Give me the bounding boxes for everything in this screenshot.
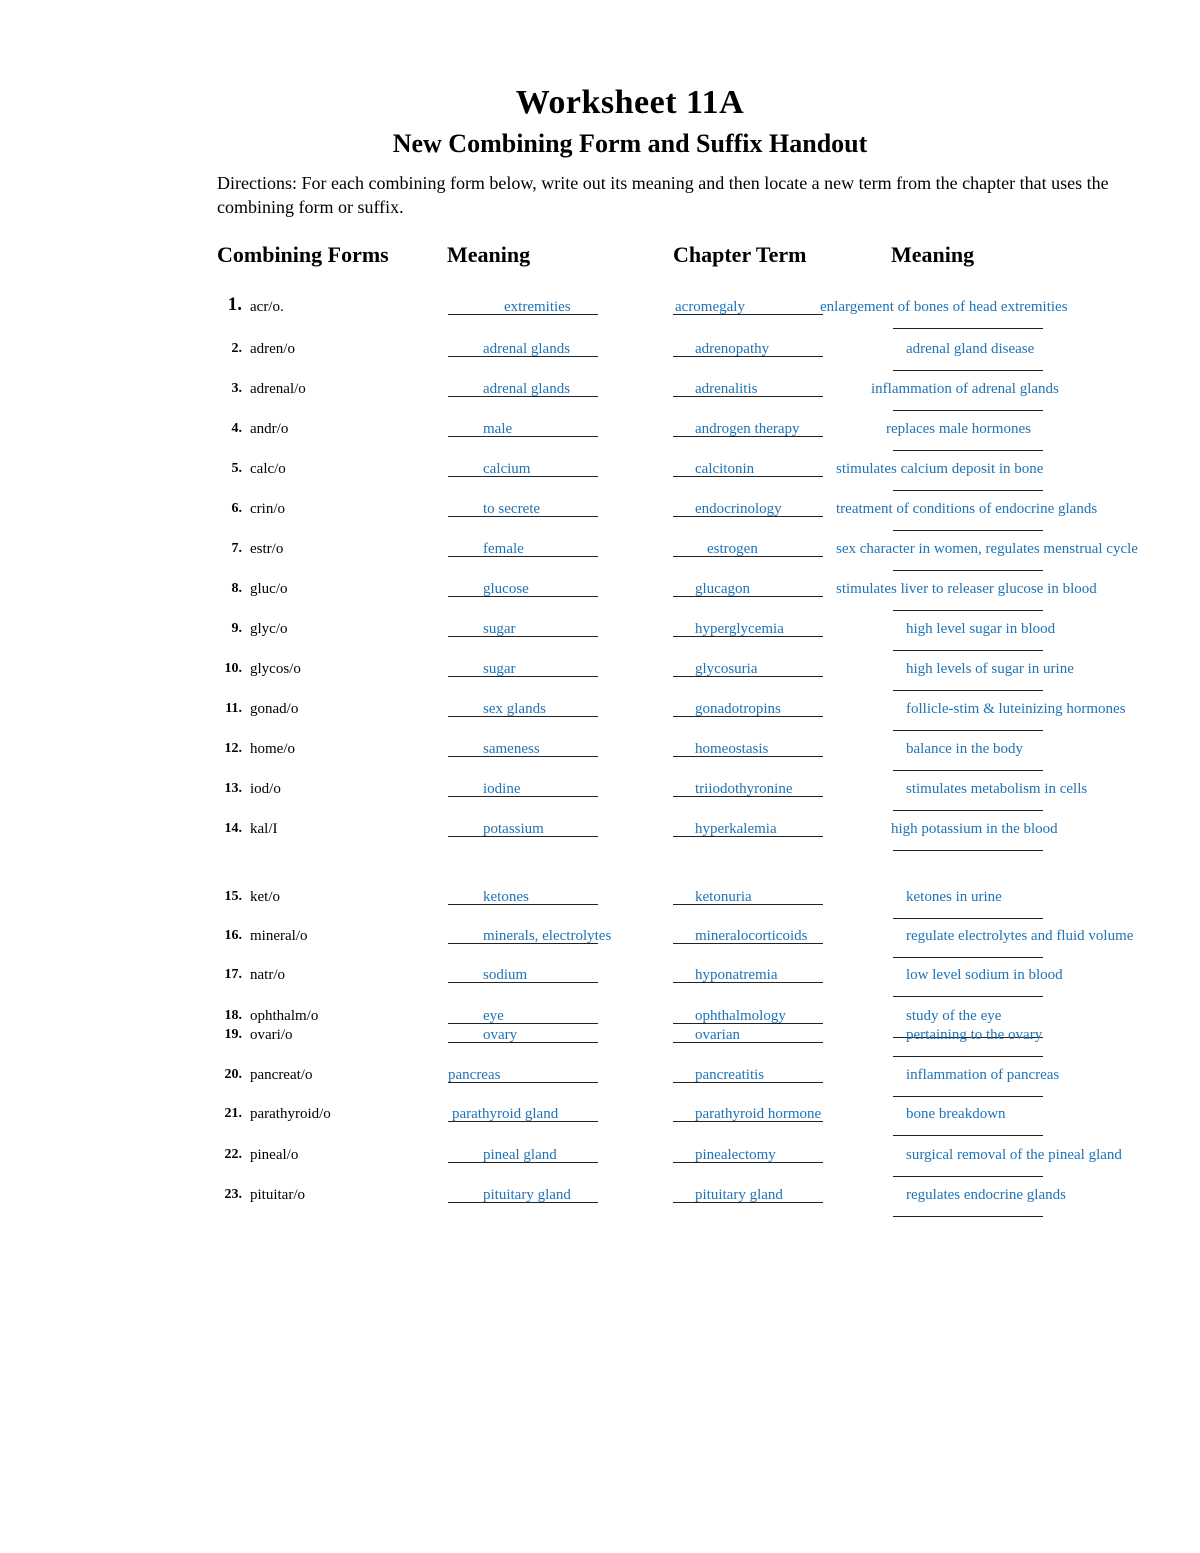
combining-form: mineral/o: [250, 928, 308, 944]
meaning-underline: [448, 836, 598, 837]
combining-form: ophthalm/o: [250, 1008, 319, 1024]
chapter-term-underline: [673, 982, 823, 983]
table-row: [0, 420, 1200, 460]
meaning-answer[interactable]: pituitary gland: [483, 1187, 571, 1203]
combining-form: pancreat/o: [250, 1067, 313, 1083]
combining-form: gluc/o: [250, 581, 288, 597]
meaning-underline: [448, 716, 598, 717]
combining-form: glyc/o: [250, 621, 288, 637]
table-row: [0, 294, 1200, 338]
combining-form: adrenal/o: [250, 381, 306, 397]
table-row: [0, 580, 1200, 620]
table-row: [0, 740, 1200, 780]
chapter-term-answer[interactable]: hyponatremia: [695, 967, 778, 983]
combining-form: natr/o: [250, 967, 285, 983]
term-meaning-answer[interactable]: inflammation of pancreas: [906, 1067, 1060, 1083]
row-number: 8.: [231, 581, 242, 596]
combining-form: ovari/o: [250, 1027, 293, 1043]
chapter-term-underline: [673, 904, 823, 905]
meaning-underline: [448, 596, 598, 597]
term-meaning-answer[interactable]: low level sodium in blood: [906, 967, 1063, 983]
chapter-term-underline: [673, 716, 823, 717]
table-row: [0, 1146, 1200, 1186]
term-meaning-answer[interactable]: follicle-stim & luteinizing hormones: [906, 701, 1126, 717]
row-number: 12.: [224, 741, 242, 756]
meaning-underline: [448, 1023, 598, 1024]
table-row: [0, 1186, 1200, 1226]
combining-form: estr/o: [250, 541, 284, 557]
chapter-term-answer[interactable]: adrenopathy: [695, 341, 770, 357]
chapter-term-answer[interactable]: pituitary gland: [695, 1187, 783, 1203]
meaning-answer[interactable]: to secrete: [483, 501, 541, 517]
chapter-term-underline: [673, 1023, 823, 1024]
table-row: [0, 460, 1200, 500]
table-row: [0, 660, 1200, 700]
chapter-term-answer[interactable]: hyperkalemia: [695, 821, 777, 837]
meaning-underline: [448, 396, 598, 397]
term-meaning-answer[interactable]: adrenal gland disease: [906, 341, 1035, 357]
term-meaning-underline: [893, 1096, 1043, 1097]
combining-form: gonad/o: [250, 701, 299, 717]
chapter-term-answer[interactable]: estrogen: [707, 541, 758, 557]
term-meaning-answer[interactable]: high level sugar in blood: [906, 621, 1056, 637]
meaning-underline: [448, 556, 598, 557]
term-meaning-answer[interactable]: sex character in women, regulates menstrual cycle: [836, 541, 1138, 557]
row-number: 22.: [224, 1147, 242, 1162]
term-meaning-underline: [893, 810, 1043, 811]
chapter-term-underline: [673, 436, 823, 437]
term-meaning-underline: [893, 918, 1043, 919]
chapter-term-answer[interactable]: pancreatitis: [695, 1067, 765, 1083]
chapter-term-answer[interactable]: gonadotropins: [695, 701, 781, 717]
chapter-term-answer[interactable]: adrenalitis: [695, 381, 758, 397]
combining-form: adren/o: [250, 341, 295, 357]
meaning-answer[interactable]: eye: [483, 1008, 504, 1024]
meaning-answer[interactable]: female: [483, 541, 524, 557]
meaning-answer[interactable]: potassium: [483, 821, 544, 837]
meaning-answer[interactable]: minerals, electrolytes: [483, 928, 612, 944]
row-number: 20.: [224, 1067, 242, 1082]
term-meaning-underline: [893, 690, 1043, 691]
meaning-underline: [448, 356, 598, 357]
term-meaning-underline: [893, 1056, 1043, 1057]
chapter-term-underline: [673, 556, 823, 557]
chapter-term-underline: [673, 396, 823, 397]
chapter-term-answer[interactable]: glucagon: [695, 581, 750, 597]
table-row: [0, 500, 1200, 540]
chapter-term-answer[interactable]: triiodothyronine: [695, 781, 793, 797]
chapter-term-underline: [673, 1082, 823, 1083]
row-number: 4.: [231, 421, 242, 436]
chapter-term-underline: [673, 636, 823, 637]
term-meaning-answer[interactable]: surgical removal of the pineal gland: [906, 1147, 1122, 1163]
meaning-underline: [448, 1082, 598, 1083]
row-number: 19.: [224, 1027, 242, 1042]
chapter-term-underline: [673, 796, 823, 797]
chapter-term-underline: [673, 1121, 823, 1122]
term-meaning-answer[interactable]: bone breakdown: [906, 1106, 1006, 1122]
term-meaning-underline: [893, 770, 1043, 771]
term-meaning-answer[interactable]: ketones in urine: [906, 889, 1002, 905]
term-meaning-underline: [893, 850, 1043, 851]
combining-form: pineal/o: [250, 1147, 299, 1163]
chapter-term-underline: [673, 676, 823, 677]
combining-form: calc/o: [250, 461, 286, 477]
term-meaning-underline: [893, 490, 1043, 491]
meaning-underline: [448, 436, 598, 437]
row-number: 21.: [224, 1106, 242, 1121]
header-meaning: Meaning: [447, 242, 531, 267]
meaning-answer[interactable]: parathyroid gland: [452, 1106, 559, 1122]
combining-form: pituitar/o: [250, 1187, 305, 1203]
meaning-answer[interactable]: adrenal glands: [483, 381, 571, 397]
row-number: 18.: [224, 1008, 242, 1023]
term-meaning-answer[interactable]: balance in the body: [906, 741, 1024, 757]
meaning-underline: [448, 1042, 598, 1043]
term-meaning-answer[interactable]: pertaining to the ovary: [906, 1027, 1043, 1043]
term-meaning-underline: [893, 957, 1043, 958]
term-meaning-underline: [893, 610, 1043, 611]
row-number: 17.: [224, 967, 242, 982]
term-meaning-underline: [893, 530, 1043, 531]
chapter-term-underline: [673, 1162, 823, 1163]
row-number: 6.: [231, 501, 242, 516]
table-row: [0, 927, 1200, 967]
meaning-answer[interactable]: extremities: [504, 299, 571, 315]
chapter-term-answer[interactable]: acromegaly: [675, 299, 745, 315]
meaning-underline: [448, 516, 598, 517]
header-chapter-term: Chapter Term: [673, 242, 807, 267]
chapter-term-underline: [673, 1202, 823, 1203]
term-meaning-underline: [893, 450, 1043, 451]
meaning-answer[interactable]: glucose: [483, 581, 529, 597]
meaning-answer[interactable]: male: [483, 421, 513, 437]
meaning-underline: [448, 676, 598, 677]
row-number: 16.: [224, 928, 242, 943]
meaning-answer[interactable]: pineal gland: [483, 1147, 557, 1163]
row-number: 23.: [224, 1187, 242, 1202]
meaning-answer[interactable]: calcium: [483, 461, 531, 477]
combining-form: acr/o.: [250, 299, 284, 315]
chapter-term-underline: [673, 476, 823, 477]
term-meaning-answer[interactable]: stimulates liver to releaser glucose in blood: [836, 581, 1097, 597]
chapter-term-underline: [673, 516, 823, 517]
table-row: [0, 620, 1200, 660]
row-number: 9.: [231, 621, 242, 636]
meaning-underline: [448, 982, 598, 983]
term-meaning-underline: [893, 1176, 1043, 1177]
term-meaning-answer[interactable]: treatment of conditions of endocrine glands: [836, 501, 1098, 517]
chapter-term-answer[interactable]: mineralocorticoids: [695, 928, 808, 944]
combining-form: glycos/o: [250, 661, 301, 677]
meaning-underline: [448, 314, 598, 315]
table-row: [0, 700, 1200, 740]
meaning-answer[interactable]: sameness: [483, 741, 540, 757]
row-number: 10.: [224, 661, 242, 676]
term-meaning-underline: [893, 730, 1043, 731]
row-number: 13.: [224, 781, 242, 796]
table-row: [0, 820, 1200, 860]
term-meaning-underline: [893, 1216, 1043, 1217]
meaning-underline: [448, 1202, 598, 1203]
term-meaning-answer[interactable]: inflammation of adrenal glands: [871, 381, 1059, 397]
table-row: [0, 1066, 1200, 1106]
chapter-term-answer[interactable]: ketonuria: [695, 889, 752, 905]
row-number: 15.: [224, 889, 242, 904]
term-meaning-underline: [893, 410, 1043, 411]
meaning-underline: [448, 756, 598, 757]
row-number: 2.: [231, 341, 242, 356]
chapter-term-answer[interactable]: androgen therapy: [695, 421, 800, 437]
row-number: 7.: [231, 541, 242, 556]
meaning-underline: [448, 1121, 598, 1122]
term-meaning-underline: [893, 650, 1043, 651]
row-number: 14.: [224, 821, 242, 836]
meaning-answer[interactable]: ovary: [483, 1027, 518, 1043]
combining-form: home/o: [250, 741, 295, 757]
meaning-answer[interactable]: sodium: [483, 967, 528, 983]
meaning-answer[interactable]: iodine: [483, 781, 521, 797]
chapter-term-underline: [673, 943, 823, 944]
term-meaning-answer[interactable]: study of the eye: [906, 1008, 1002, 1024]
table-row: [0, 780, 1200, 820]
table-row: [0, 1026, 1200, 1066]
row-number: 11.: [225, 701, 242, 716]
row-number: 5.: [231, 461, 242, 476]
row-number: 1.: [227, 294, 242, 315]
table-row: [0, 1105, 1200, 1145]
term-meaning-answer[interactable]: high levels of sugar in urine: [906, 661, 1074, 677]
meaning-underline: [448, 636, 598, 637]
term-meaning-underline: [893, 1135, 1043, 1136]
combining-form: parathyroid/o: [250, 1106, 331, 1122]
worksheet-title: Worksheet 11A: [515, 84, 745, 121]
table-row: [0, 888, 1200, 928]
row-number: 3.: [231, 381, 242, 396]
term-meaning-answer[interactable]: enlargement of bones of head extremities: [820, 299, 1068, 315]
combining-form: kal/I: [250, 821, 278, 837]
meaning-underline: [448, 1162, 598, 1163]
meaning-underline: [448, 943, 598, 944]
table-row: [0, 966, 1200, 1006]
meaning-answer[interactable]: sugar: [483, 661, 516, 677]
term-meaning-underline: [893, 570, 1043, 571]
meaning-answer[interactable]: sugar: [483, 621, 516, 637]
table-row: [0, 340, 1200, 380]
chapter-term-underline: [673, 836, 823, 837]
term-meaning-answer[interactable]: regulate electrolytes and fluid volume: [906, 928, 1134, 944]
combining-form: crin/o: [250, 501, 285, 517]
meaning-underline: [448, 476, 598, 477]
chapter-term-answer[interactable]: calcitonin: [695, 461, 755, 477]
header-combining-forms: Combining Forms: [217, 242, 389, 267]
table-row: [0, 380, 1200, 420]
chapter-term-answer[interactable]: ophthalmology: [695, 1008, 786, 1024]
chapter-term-underline: [673, 756, 823, 757]
directions-text: Directions: For each combining form below, write out its meaning and then locate a new term from the chapter that uses the combining form or suffix.: [217, 173, 1109, 217]
worksheet-subtitle: New Combining Form and Suffix Handout: [392, 129, 868, 158]
chapter-term-answer[interactable]: glycosuria: [695, 661, 758, 677]
term-meaning-underline: [893, 996, 1043, 997]
meaning-answer[interactable]: ketones: [483, 889, 529, 905]
term-meaning-answer[interactable]: replaces male hormones: [886, 421, 1031, 437]
term-meaning-answer[interactable]: high potassium in the blood: [891, 821, 1058, 837]
chapter-term-underline: [673, 596, 823, 597]
term-meaning-underline: [893, 328, 1043, 329]
chapter-term-underline: [673, 314, 823, 315]
term-meaning-answer[interactable]: regulates endocrine glands: [906, 1187, 1066, 1203]
chapter-term-answer[interactable]: ovarian: [695, 1027, 740, 1043]
combining-form: iod/o: [250, 781, 281, 797]
combining-form: andr/o: [250, 421, 289, 437]
chapter-term-answer[interactable]: pinealectomy: [695, 1147, 776, 1163]
chapter-term-underline: [673, 1042, 823, 1043]
chapter-term-underline: [673, 356, 823, 357]
table-row: [0, 540, 1200, 580]
chapter-term-answer[interactable]: hyperglycemia: [695, 621, 784, 637]
term-meaning-answer[interactable]: stimulates metabolism in cells: [906, 781, 1088, 797]
header-term-meaning: Meaning: [891, 242, 975, 267]
term-meaning-answer[interactable]: stimulates calcium deposit in bone: [836, 461, 1044, 477]
combining-form: ket/o: [250, 889, 280, 905]
meaning-answer[interactable]: sex glands: [483, 701, 546, 717]
chapter-term-answer[interactable]: endocrinology: [695, 501, 782, 517]
chapter-term-answer[interactable]: homeostasis: [695, 741, 769, 757]
meaning-answer[interactable]: adrenal glands: [483, 341, 571, 357]
meaning-answer[interactable]: pancreas: [448, 1067, 501, 1083]
meaning-underline: [448, 796, 598, 797]
meaning-underline: [448, 904, 598, 905]
chapter-term-answer[interactable]: parathyroid hormone: [695, 1106, 822, 1122]
term-meaning-underline: [893, 370, 1043, 371]
